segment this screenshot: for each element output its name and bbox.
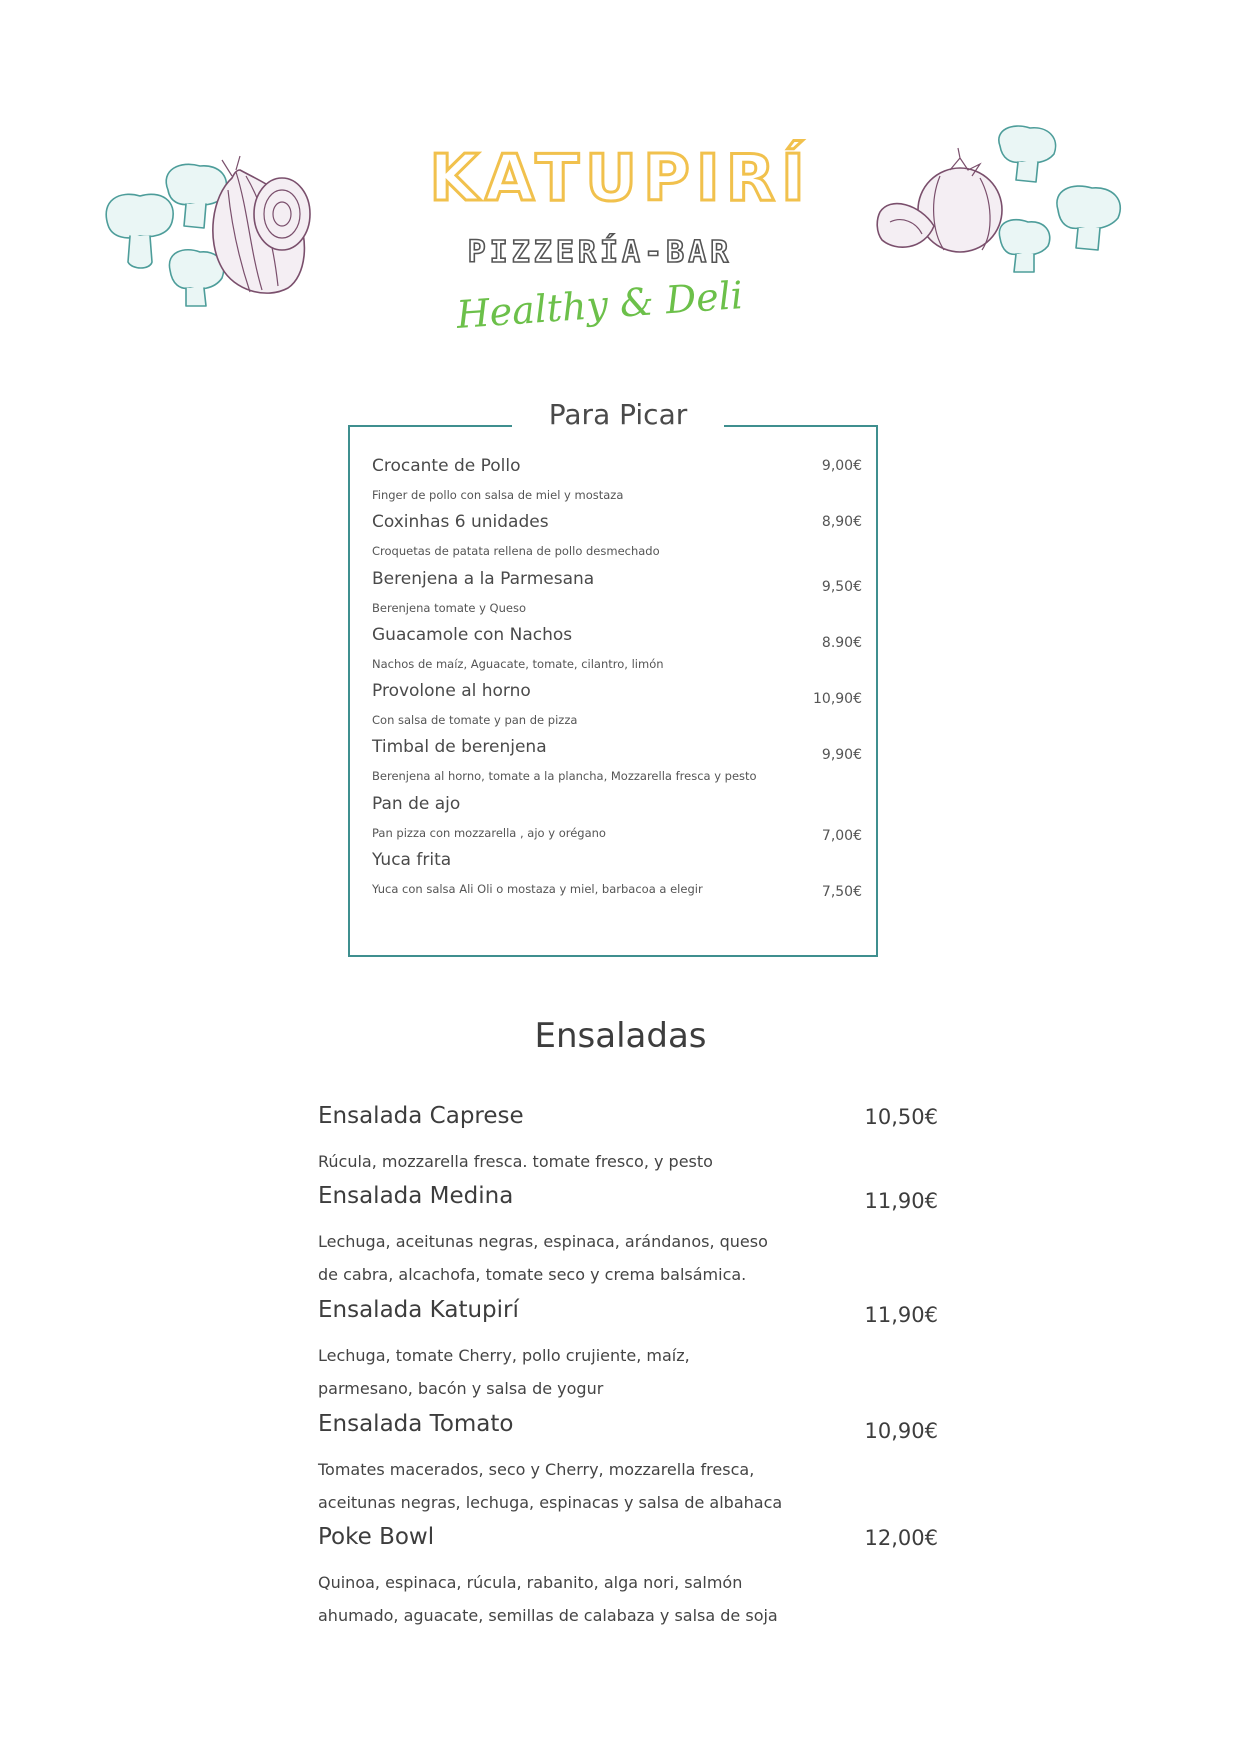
- item-price: 8.90€: [821, 635, 862, 651]
- item-description: [318, 1453, 798, 1519]
- description-line: Lechuga, aceitunas negras, espinaca, arándanos, queso: [318, 1232, 768, 1251]
- item-name: Provolone al horno: [372, 681, 531, 701]
- mushroom-left-1-icon: [106, 194, 173, 268]
- item-description: Con salsa de tomate y pan de pizza: [372, 713, 578, 727]
- header: [0, 0, 1241, 360]
- mushroom-right-2-icon: [1057, 186, 1120, 250]
- description-line: parmesano, bacón y salsa de yogur: [318, 1379, 604, 1398]
- item-price: 10,50€: [864, 1105, 938, 1129]
- item-description: Pan pizza con mozzarella , ajo y orégano: [372, 826, 606, 840]
- mushroom-left-3-icon: [169, 250, 223, 306]
- brand-tagline-logo: Healthy & Deli: [455, 273, 745, 337]
- item-description: Berenjena al horno, tomate a la plancha, Mozzarella fresca y pesto: [372, 769, 757, 783]
- mushroom-right-1-icon: [999, 126, 1056, 182]
- ensaladas-title: Ensaladas: [534, 1016, 707, 1056]
- item-description: Berenjena tomate y Queso: [372, 601, 527, 615]
- item-description: [318, 1225, 798, 1291]
- item-price: 9,50€: [821, 579, 862, 595]
- item-price: 11,90€: [864, 1303, 938, 1327]
- item-description: [318, 1145, 798, 1178]
- tomato-icon: [877, 148, 1002, 252]
- item-description: [318, 1566, 798, 1632]
- item-name: Poke Bowl: [318, 1524, 435, 1550]
- brand-subtitle-logo: PIZZERÍA-BAR: [467, 235, 733, 270]
- onion-icon: [213, 156, 310, 293]
- item-name: Pan de ajo: [372, 794, 461, 814]
- description-line: Quinoa, espinaca, rúcula, rabanito, alga nori, salmón: [318, 1573, 743, 1592]
- description-line: Rúcula, mozzarella fresca. tomate fresco, y pesto: [318, 1152, 713, 1171]
- item-price: 12,00€: [864, 1526, 938, 1550]
- item-price: 8,90€: [821, 514, 862, 530]
- item-price: 10,90€: [813, 691, 862, 707]
- description-line: Lechuga, tomate Cherry, pollo crujiente, maíz,: [318, 1346, 690, 1365]
- item-name: Guacamole con Nachos: [372, 625, 573, 645]
- item-description: [318, 1339, 798, 1405]
- item-name: Berenjena a la Parmesana: [372, 569, 595, 589]
- logo-artwork: [0, 0, 1241, 360]
- para-picar-title: Para Picar: [512, 391, 724, 439]
- item-name: Coxinhas 6 unidades: [372, 512, 549, 532]
- item-price: 7,50€: [821, 884, 862, 900]
- item-name: Ensalada Tomato: [318, 1411, 514, 1437]
- item-description: Yuca con salsa Ali Oli o mostaza y miel, barbacoa a elegir: [372, 882, 703, 896]
- item-price: 9,90€: [821, 747, 862, 763]
- item-description: Nachos de maíz, Aguacate, tomate, cilantro, limón: [372, 657, 664, 671]
- item-name: Crocante de Pollo: [372, 456, 521, 476]
- item-name: Ensalada Katupirí: [318, 1297, 519, 1323]
- item-description: Finger de pollo con salsa de miel y mostaza: [372, 488, 624, 502]
- item-name: Yuca frita: [372, 850, 452, 870]
- item-description: Croquetas de patata rellena de pollo desmechado: [372, 544, 660, 558]
- item-price: 9,00€: [821, 458, 862, 474]
- item-price: 7,00€: [821, 828, 862, 844]
- description-line: ahumado, aguacate, semillas de calabaza y salsa de soja: [318, 1606, 778, 1625]
- item-price: 10,90€: [864, 1419, 938, 1443]
- mushroom-right-3-icon: [999, 220, 1049, 272]
- item-name: Ensalada Medina: [318, 1183, 514, 1209]
- description-line: de cabra, alcachofa, tomate seco y crema balsámica.: [318, 1265, 747, 1284]
- item-price: 11,90€: [864, 1189, 938, 1213]
- item-name: Ensalada Caprese: [318, 1103, 524, 1129]
- brand-name-logo: KATUPIRÍ: [429, 142, 811, 216]
- description-line: Tomates macerados, seco y Cherry, mozzarella fresca,: [318, 1460, 755, 1479]
- item-name: Timbal de berenjena: [372, 737, 547, 757]
- description-line: aceitunas negras, lechuga, espinacas y salsa de albahaca: [318, 1493, 783, 1512]
